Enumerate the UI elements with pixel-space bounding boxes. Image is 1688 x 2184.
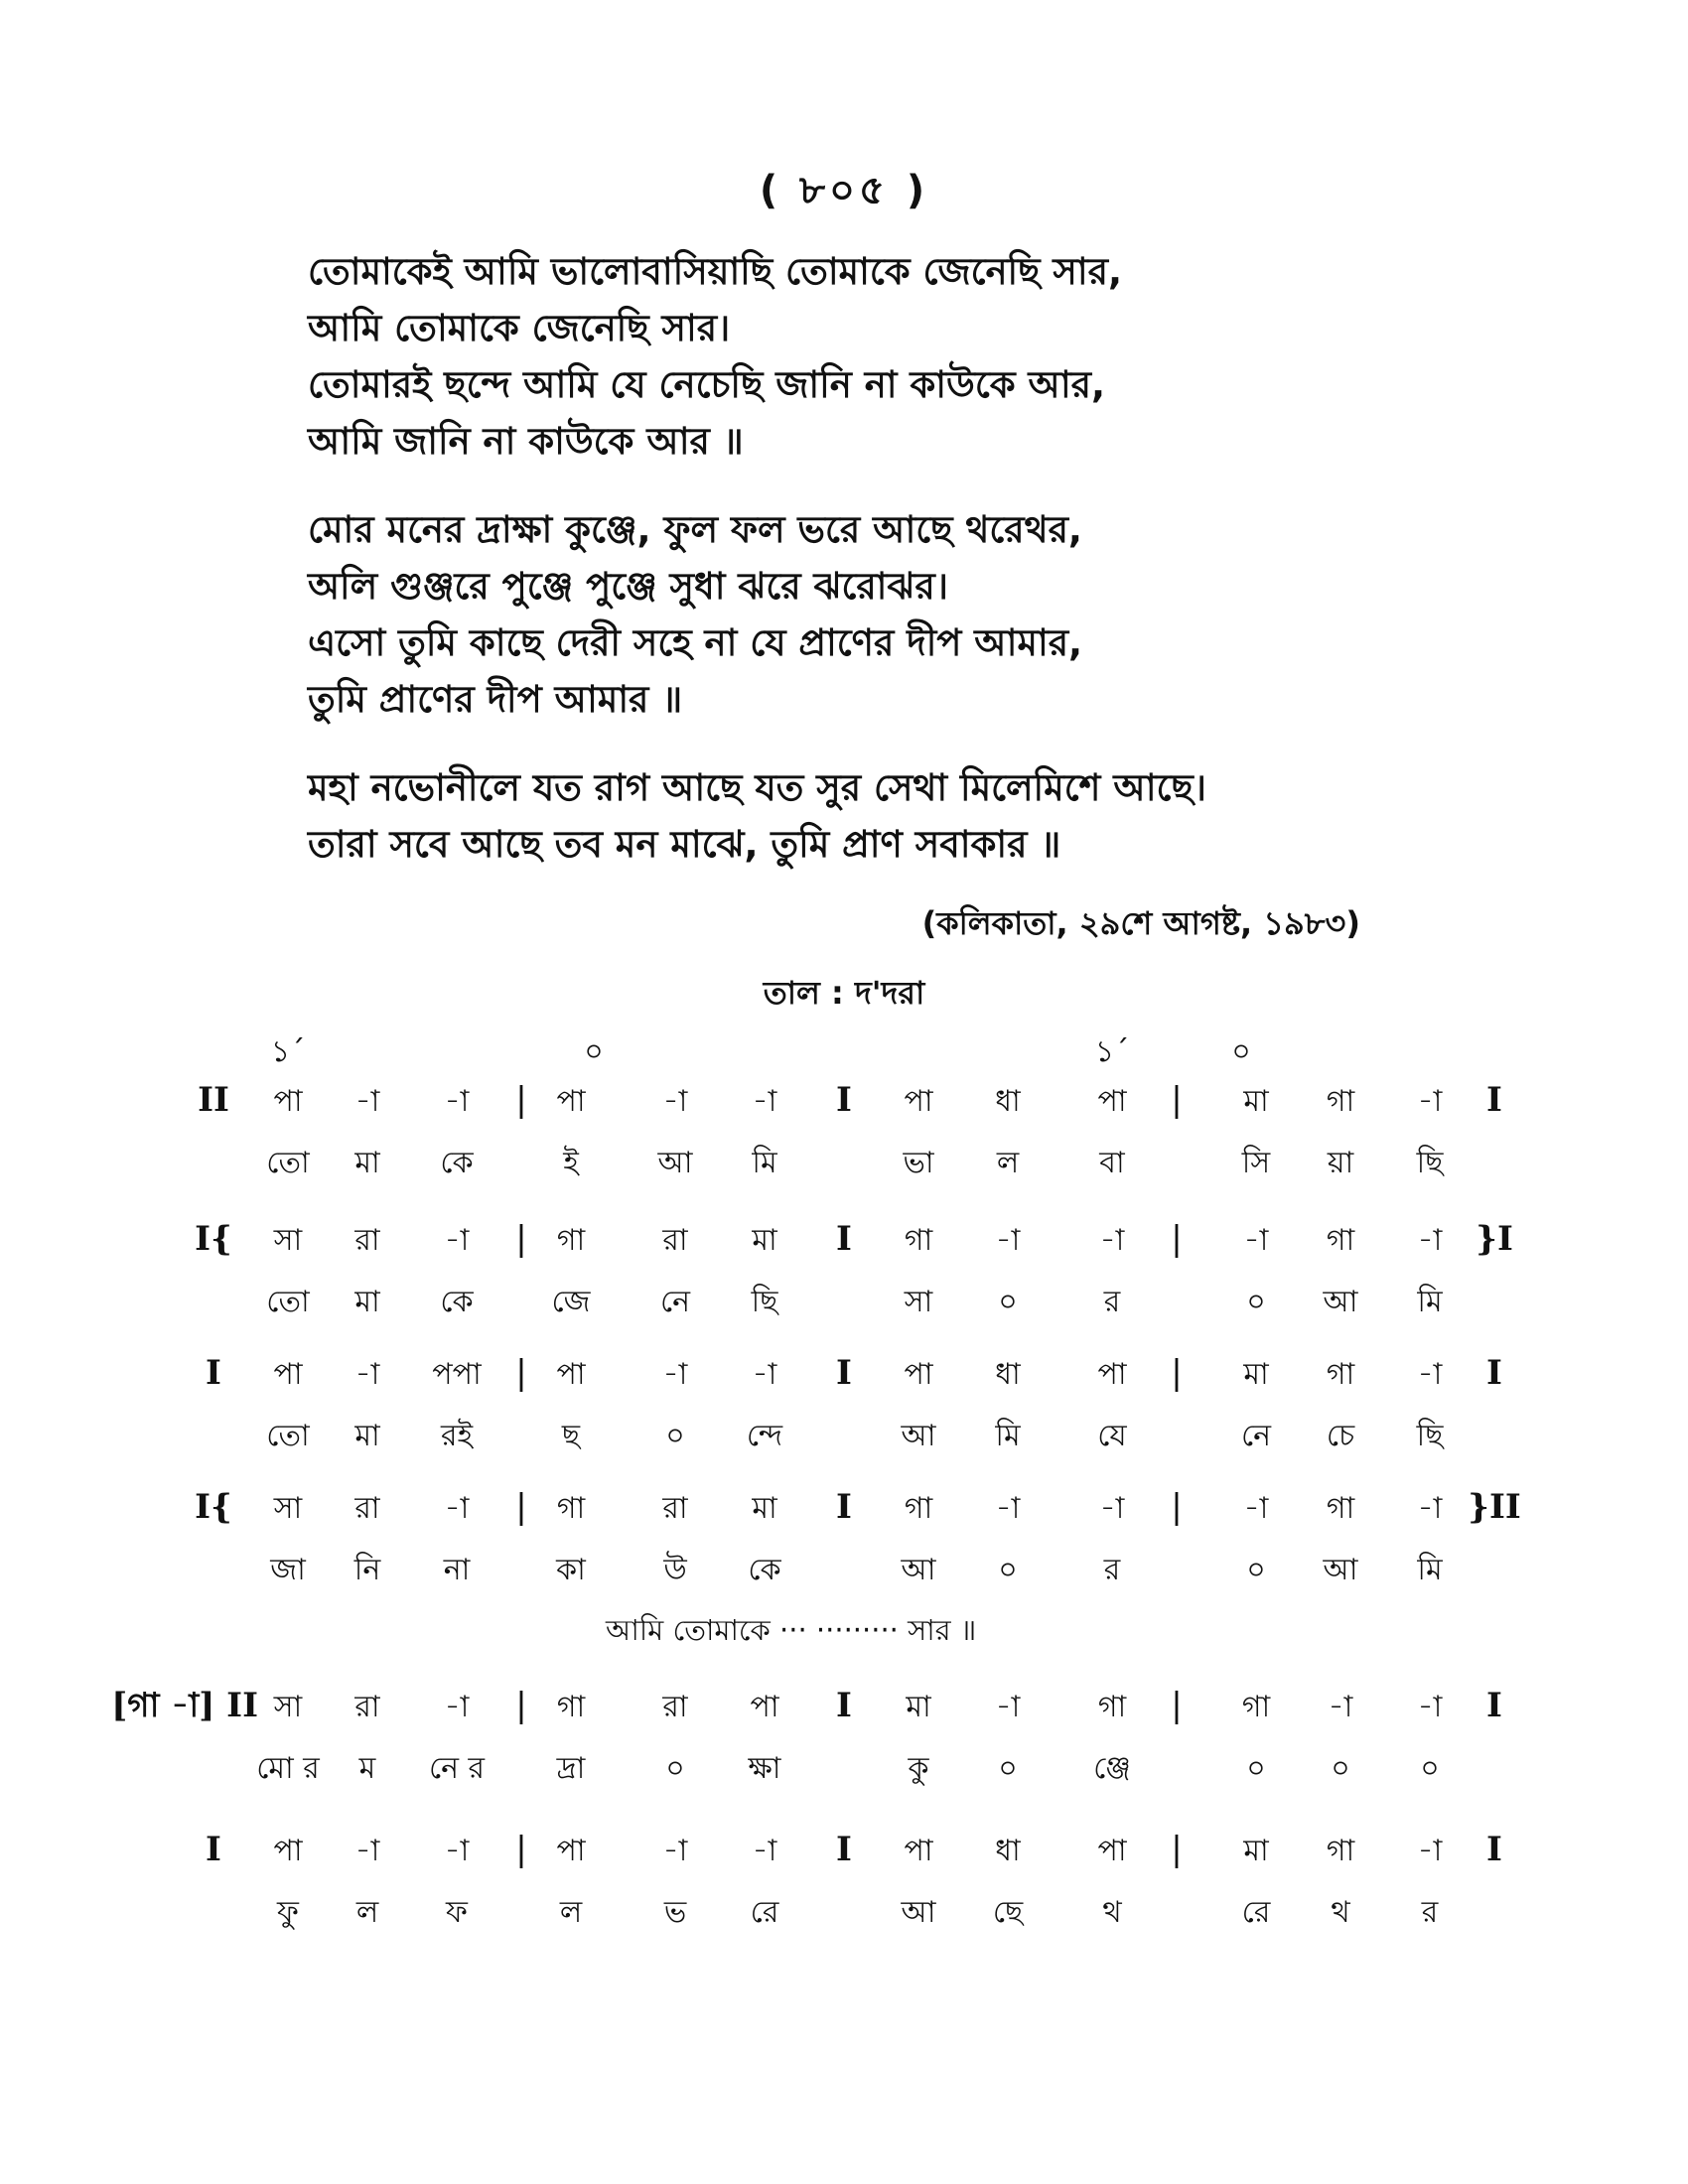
lyric-syllable: ০ (665, 1419, 685, 1453)
bar-line: I (836, 1487, 852, 1527)
poem-line: আমি জানি না কাউকে আর ॥ (308, 420, 744, 463)
lyric-syllable: ই (563, 1146, 579, 1180)
start-bar: II (198, 1080, 229, 1120)
lyric-syllable: ০ (1331, 1751, 1350, 1786)
start-bar: I{ (195, 1487, 232, 1527)
bar-line: | (515, 1686, 527, 1725)
tala-mark: ০ (1231, 1034, 1251, 1069)
lyric-syllable: বা (1099, 1146, 1125, 1180)
lyric-syllable: ছি (751, 1285, 778, 1319)
lyric-syllable: কু (908, 1751, 929, 1786)
note: পা (1097, 1834, 1127, 1868)
bar-line: I (836, 1686, 852, 1725)
lyric-syllable: ল (355, 1895, 379, 1930)
lyric-syllable: আ (901, 1895, 936, 1930)
note: গা (1326, 1834, 1355, 1868)
lyric-syllable: ফ (446, 1895, 468, 1930)
bar-line: I (836, 1830, 852, 1869)
start-bar: I (206, 1830, 221, 1869)
lyric-syllable: দ্রা (556, 1751, 586, 1786)
lyric-syllable: ০ (1246, 1553, 1266, 1587)
lyric-syllable: মি (995, 1419, 1021, 1453)
end-bar: I (1486, 1353, 1502, 1393)
note: -া (444, 1834, 470, 1868)
poem-line: মহা নভোনীলে যত রাগ আছে যত সুর সেথা মিলেমিশে আছে। (308, 766, 1207, 809)
lyric-syllable: মি (1417, 1285, 1443, 1319)
bar-line: | (515, 1487, 527, 1527)
lyric-syllable: মি (1417, 1553, 1443, 1587)
lyric-syllable: ল (996, 1146, 1020, 1180)
lyric-syllable: তো (266, 1419, 310, 1453)
source-note: (কলিকাতা, ২৯শে আগষ্ট, ১৯৮৩) (921, 904, 1360, 942)
poem-line: তোমাকেই আমি ভালোবাসিয়াছি তোমাকে জেনেছি সার, (308, 250, 1123, 293)
lyric-syllable: র (1103, 1553, 1121, 1587)
lyric-syllable: মি (752, 1146, 777, 1180)
note: গা (904, 1223, 933, 1258)
poem-line: মোর মনের দ্রাক্ষা কুঞ্জে, ফুল ফল ভরে আছে থরেথর, (308, 508, 1082, 551)
lyric-syllable: মা (354, 1419, 380, 1453)
lyric-syllable: ভ (663, 1895, 687, 1930)
lyric-syllable: জা (270, 1553, 306, 1587)
tala-mark: ১´ (1094, 1034, 1130, 1069)
lyric-syllable: থ (1102, 1895, 1122, 1930)
poem-line: আমি তোমাকে জেনেছি সার। (308, 307, 731, 349)
lyric-syllable: র (1421, 1895, 1439, 1930)
note: পা (904, 1834, 933, 1868)
lyric-syllable: ফু (277, 1895, 299, 1930)
note: -া (995, 1491, 1021, 1526)
lyric-syllable: ঞ্জে (1093, 1751, 1131, 1786)
lyric-syllable: আ (1323, 1553, 1358, 1587)
end-bar: I (1486, 1080, 1502, 1120)
bar-line: | (1171, 1353, 1183, 1393)
lyric-syllable: জে (551, 1285, 591, 1319)
bar-line: I (836, 1080, 852, 1120)
note: পা (273, 1357, 303, 1392)
lyric-syllable: তো (266, 1285, 310, 1319)
lyric-syllable: মো র (256, 1751, 320, 1786)
lyric-syllable: ০ (998, 1285, 1018, 1319)
lyric-syllable: আ (657, 1146, 693, 1180)
note: -া (1417, 1834, 1443, 1868)
note: রা (354, 1491, 380, 1526)
end-bar: I (1486, 1830, 1502, 1869)
lyric-syllable: রে (750, 1895, 779, 1930)
note: পা (556, 1834, 586, 1868)
note: ধা (995, 1084, 1021, 1119)
note: মা (1243, 1357, 1269, 1392)
note: -া (444, 1491, 470, 1526)
lyric-syllable: কে (440, 1146, 474, 1180)
note: রা (662, 1690, 688, 1724)
lyric-syllable: ০ (665, 1751, 685, 1786)
poem-line: তারা সবে আছে তব মন মাঝে, তুমি প্রাণ সবাকার ॥ (308, 823, 1061, 866)
note: -া (662, 1834, 688, 1868)
note: মা (752, 1491, 777, 1526)
lyric-syllable: মা (354, 1285, 380, 1319)
refrain-line: আমি তোমাকে ··· ········· সার ॥ (606, 1613, 977, 1647)
note: গা (904, 1491, 933, 1526)
lyric-syllable: না (443, 1553, 471, 1587)
note: সা (273, 1690, 303, 1724)
note: -া (662, 1084, 688, 1119)
poem-line: তোমারই ছন্দে আমি যে নেচেছি জানি না কাউকে আর, (308, 363, 1106, 406)
note: গা (556, 1491, 586, 1526)
note: রা (662, 1491, 688, 1526)
tala-mark: ০ (584, 1034, 604, 1069)
note: -া (1243, 1491, 1269, 1526)
note: গা (1326, 1491, 1355, 1526)
note: -া (662, 1357, 688, 1392)
note: গা (1326, 1357, 1355, 1392)
lyric-syllable: ছ (561, 1419, 581, 1453)
bar-line: | (515, 1080, 527, 1120)
bar-line: | (1171, 1219, 1183, 1259)
lyric-syllable: ০ (998, 1751, 1018, 1786)
bar-line: | (1171, 1487, 1183, 1527)
page-number: ( ৮০৫ ) (759, 168, 929, 213)
note: মা (1243, 1834, 1269, 1868)
note: গা (556, 1690, 586, 1724)
note: -া (1417, 1690, 1443, 1724)
note: -া (1417, 1357, 1443, 1392)
lyric-syllable: যে (1097, 1419, 1127, 1453)
note: -া (995, 1223, 1021, 1258)
lyric-syllable: নে র (428, 1751, 486, 1786)
note: গা (1241, 1690, 1271, 1724)
start-bar: [গা -া] II (111, 1686, 258, 1725)
note: -া (1099, 1223, 1125, 1258)
note: -া (354, 1834, 380, 1868)
note: -া (1243, 1223, 1269, 1258)
lyric-syllable: ছি (1416, 1146, 1444, 1180)
lyric-syllable: ০ (1246, 1285, 1266, 1319)
lyric-syllable: ন্দে (746, 1419, 783, 1453)
lyric-syllable: রে (1241, 1895, 1271, 1930)
lyric-syllable: ক্ষা (748, 1751, 781, 1786)
lyric-syllable: আ (1323, 1285, 1358, 1319)
end-bar: }I (1476, 1219, 1513, 1259)
note: সা (273, 1223, 303, 1258)
note: পা (273, 1084, 303, 1119)
lyric-syllable: নে (659, 1285, 691, 1319)
lyric-syllable: থ (1331, 1895, 1350, 1930)
note: -া (1417, 1491, 1443, 1526)
note: পপা (432, 1357, 482, 1392)
lyric-syllable: ছে (992, 1895, 1024, 1930)
lyric-syllable: নে (1240, 1419, 1272, 1453)
bar-line: I (836, 1219, 852, 1259)
note: -া (444, 1223, 470, 1258)
note: -া (354, 1084, 380, 1119)
poem-line: এসো তুমি কাছে দেরী সহে না যে প্রাণের দীপ আমার, (308, 621, 1083, 664)
lyric-syllable: র (1103, 1285, 1121, 1319)
bar-line: I (836, 1353, 852, 1393)
bar-line: | (1171, 1080, 1183, 1120)
note: -া (444, 1084, 470, 1119)
lyric-syllable: ০ (1420, 1751, 1440, 1786)
tala-label: তাল : দ'দরা (763, 974, 925, 1012)
note: মা (1243, 1084, 1269, 1119)
bar-line: | (515, 1219, 527, 1259)
lyric-syllable: ম (358, 1751, 376, 1786)
note: ধা (995, 1834, 1021, 1868)
note: গা (556, 1223, 586, 1258)
note: পা (904, 1084, 933, 1119)
note: -া (1417, 1084, 1443, 1119)
note: রা (354, 1223, 380, 1258)
lyric-syllable: ছি (1416, 1419, 1444, 1453)
end-bar: I (1486, 1686, 1502, 1725)
note: রা (354, 1690, 380, 1724)
note: -া (1099, 1491, 1125, 1526)
end-bar: }II (1468, 1487, 1521, 1527)
note: পা (556, 1084, 586, 1119)
start-bar: I{ (195, 1219, 232, 1259)
lyric-syllable: মা (354, 1146, 380, 1180)
lyric-syllable: সা (904, 1285, 933, 1319)
tala-mark: ১´ (270, 1034, 306, 1069)
note: পা (750, 1690, 779, 1724)
note: -া (752, 1084, 777, 1119)
bar-line: | (515, 1353, 527, 1393)
bar-line: | (1171, 1686, 1183, 1725)
note: মা (906, 1690, 931, 1724)
lyric-syllable: নি (353, 1553, 381, 1587)
note: ধা (995, 1357, 1021, 1392)
note: পা (1097, 1084, 1127, 1119)
lyric-syllable: উ (663, 1553, 687, 1587)
lyric-syllable: সি (1241, 1146, 1271, 1180)
note: -া (995, 1690, 1021, 1724)
lyric-syllable: য়া (1327, 1146, 1354, 1180)
start-bar: I (206, 1353, 221, 1393)
note: পা (556, 1357, 586, 1392)
note: মা (752, 1223, 777, 1258)
lyric-syllable: কে (748, 1553, 781, 1587)
note: -া (752, 1357, 777, 1392)
lyric-syllable: আ (901, 1419, 936, 1453)
lyric-syllable: কে (440, 1285, 474, 1319)
note: রা (662, 1223, 688, 1258)
lyric-syllable: রই (440, 1419, 474, 1453)
poem-line: তুমি প্রাণের দীপ আমার ॥ (308, 678, 683, 721)
note: -া (1417, 1223, 1443, 1258)
note: গা (1326, 1223, 1355, 1258)
bar-line: | (1171, 1830, 1183, 1869)
note: সা (273, 1491, 303, 1526)
note: গা (1097, 1690, 1127, 1724)
lyric-syllable: আ (901, 1553, 936, 1587)
lyric-syllable: ০ (998, 1553, 1018, 1587)
lyric-syllable: কা (556, 1553, 586, 1587)
lyric-syllable: ল (559, 1895, 583, 1930)
lyric-syllable: ভা (903, 1146, 934, 1180)
lyric-syllable: ০ (1246, 1751, 1266, 1786)
note: পা (1097, 1357, 1127, 1392)
bar-line: | (515, 1830, 527, 1869)
note: পা (904, 1357, 933, 1392)
note: পা (273, 1834, 303, 1868)
lyric-syllable: তো (266, 1146, 310, 1180)
note: -া (752, 1834, 777, 1868)
note: -া (444, 1690, 470, 1724)
lyric-syllable: চে (1326, 1419, 1355, 1453)
poem-line: অলি গুঞ্জরে পুঞ্জে পুঞ্জে সুধা ঝরে ঝরোঝর। (308, 565, 948, 608)
note: গা (1326, 1084, 1355, 1119)
note: -া (354, 1357, 380, 1392)
note: -া (1328, 1690, 1353, 1724)
